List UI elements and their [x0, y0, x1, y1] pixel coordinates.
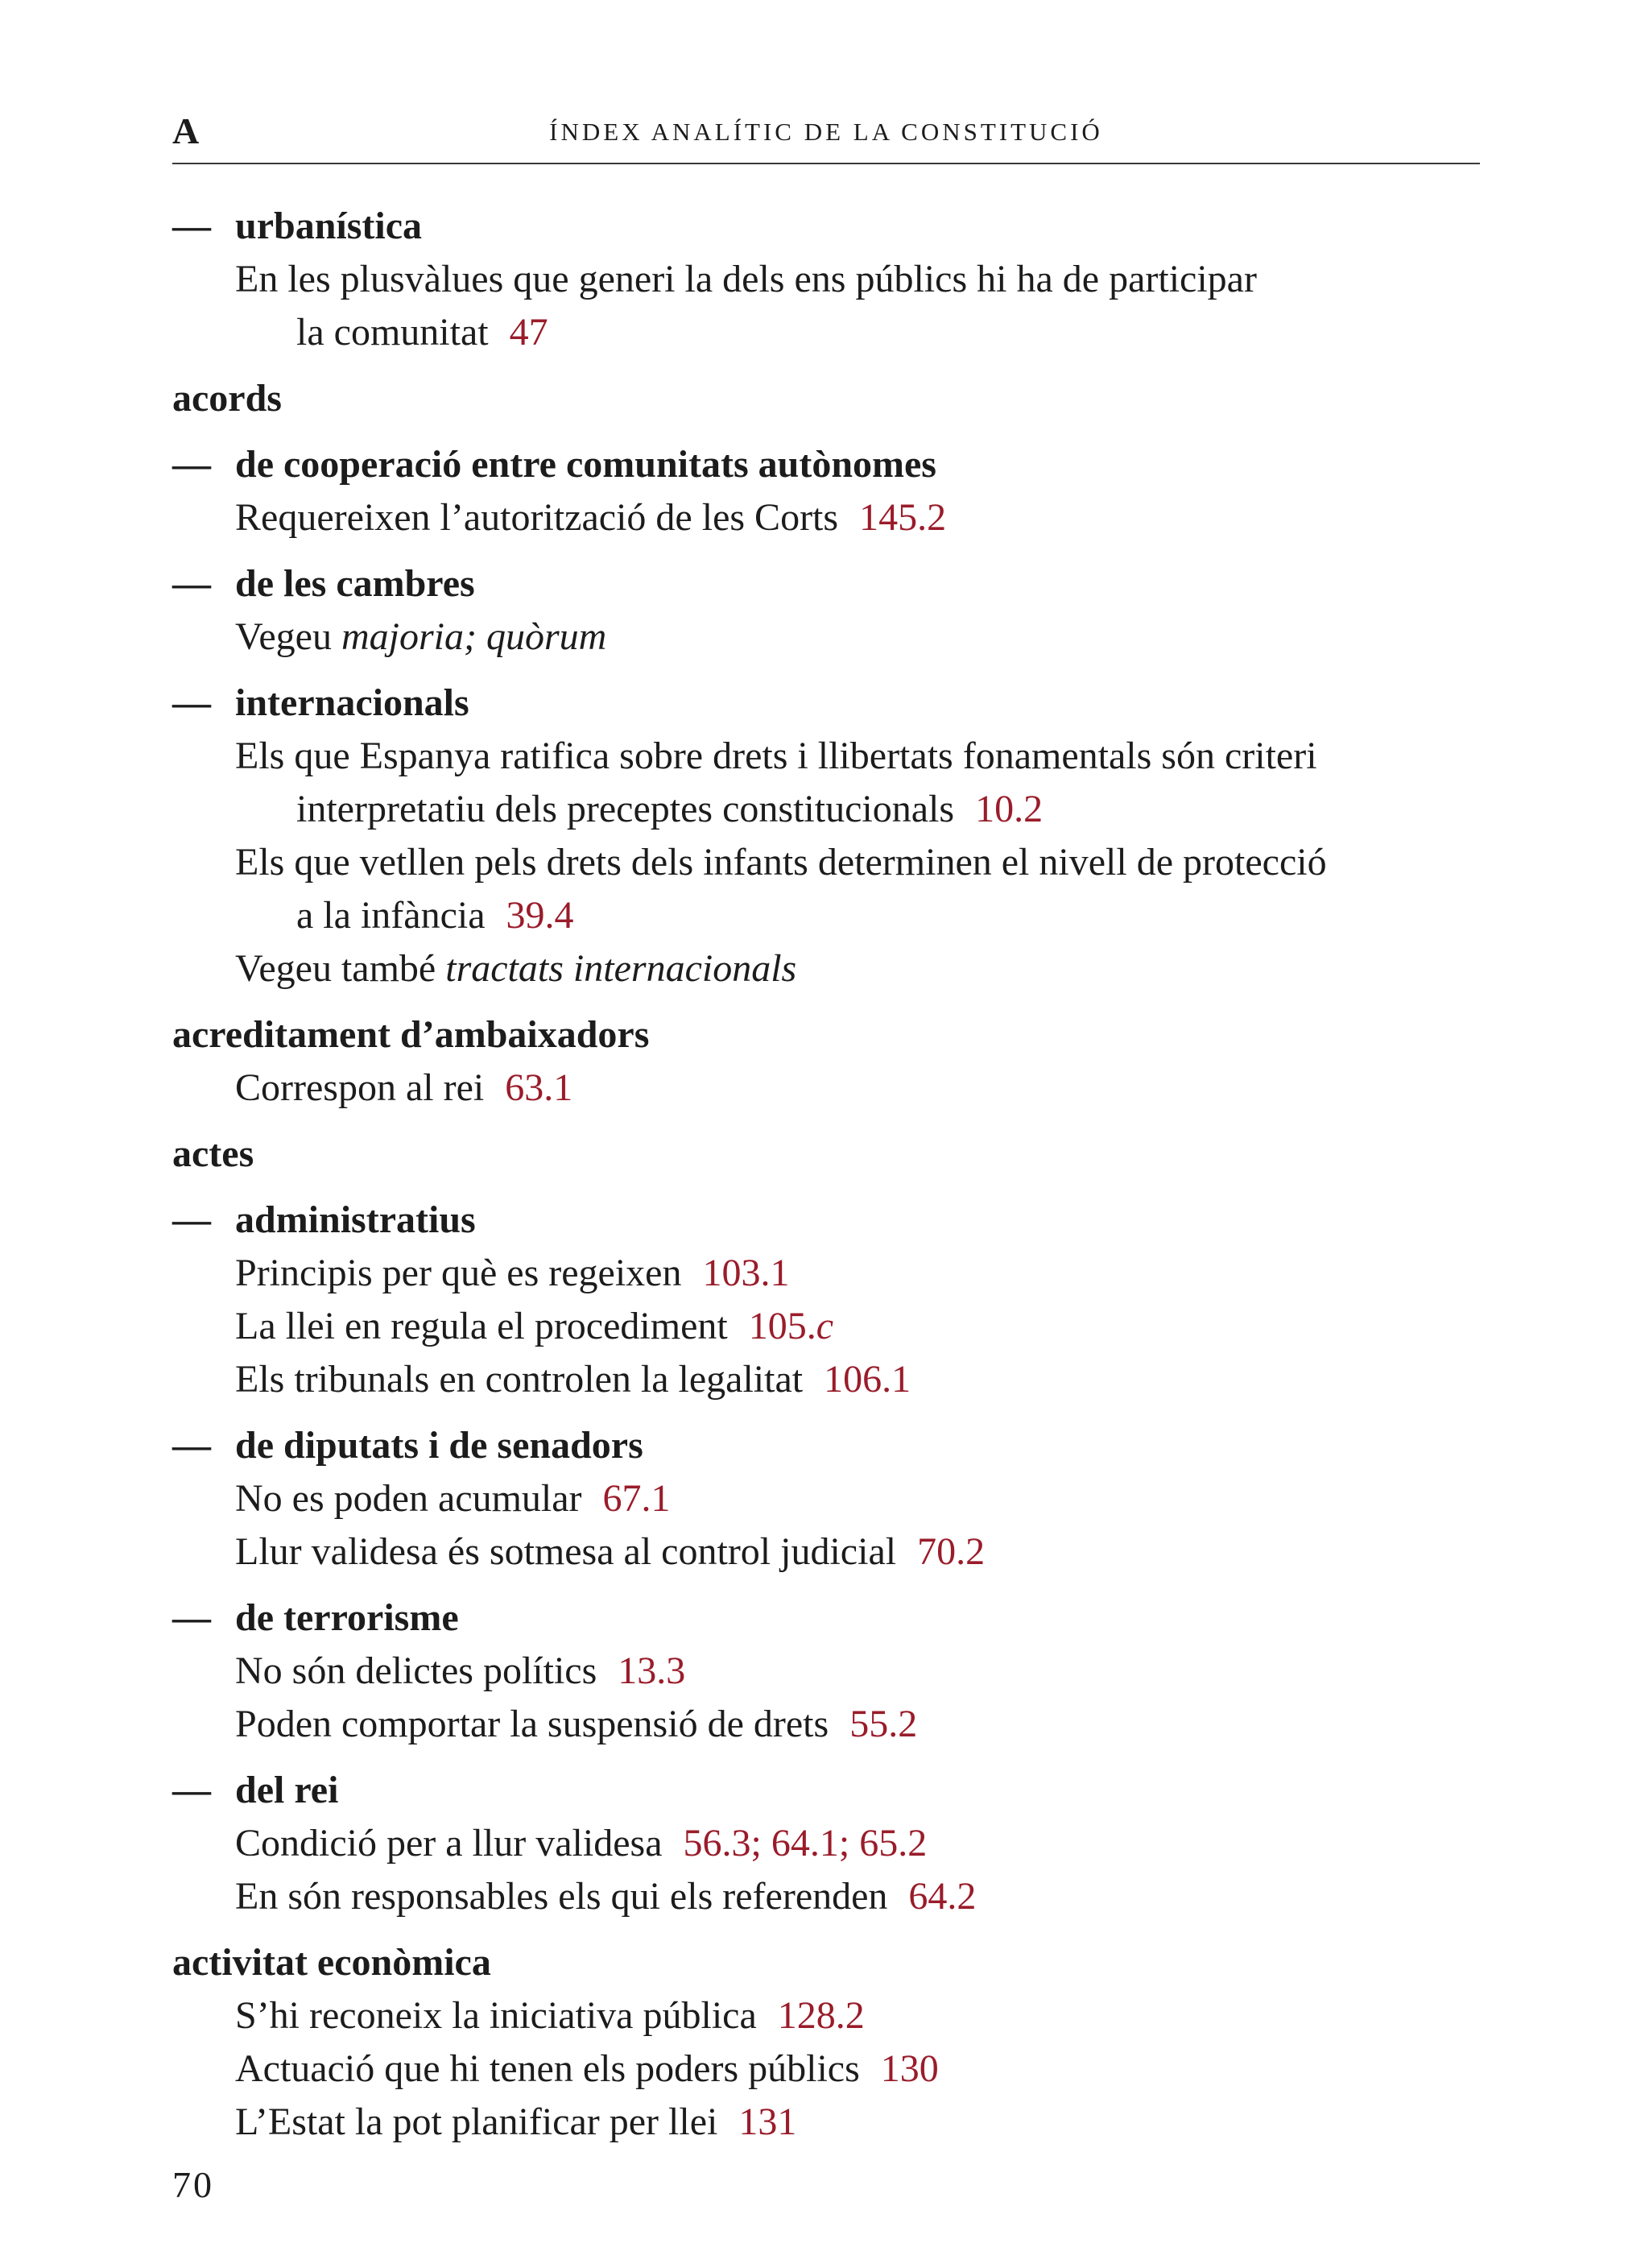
index-block [172, 372, 1480, 425]
entry-line-text: Llur validesa és sotmesa al control judicial [235, 1530, 897, 1573]
article-reference [738, 2100, 796, 2143]
em-dash: — [172, 681, 211, 724]
index-entry [172, 942, 1480, 995]
entry-line-text: Els que vetllen pels drets dels infants determinen el nivell de protecció [235, 841, 1327, 884]
entry-line-text: Els tribunals en controlen la legalitat [235, 1358, 804, 1401]
entry-line-text: S’hi reconeix la iniciativa pública [235, 1994, 757, 2037]
article-reference [684, 1822, 928, 1864]
entry-line-text: interpretatiu dels preceptes constitucionals [296, 788, 955, 830]
index-entry [172, 1645, 1480, 1698]
index-entry [172, 610, 1480, 664]
index-subterm [172, 438, 1480, 491]
article-number: 145.2 [859, 496, 947, 539]
index-block [172, 557, 1480, 664]
index-entry [172, 836, 1480, 942]
index-entry [172, 1989, 1480, 2042]
index-subterm [172, 1419, 1480, 1472]
entry-line-text: Requereixen l’autorització de les Corts [235, 496, 839, 539]
page-number: 70 [172, 2164, 214, 2205]
index-entry [172, 1525, 1480, 1579]
em-dash: — [172, 1769, 211, 1811]
index-block [172, 1128, 1480, 1181]
entry-text [235, 947, 796, 990]
cross-reference: tractats internacionals [445, 947, 797, 990]
index-block [172, 1008, 1480, 1115]
index-block [172, 1764, 1480, 1923]
entry-continuation [235, 889, 1480, 942]
index-block [172, 1419, 1480, 1579]
index-subterm [172, 200, 1480, 253]
article-reference [917, 1530, 985, 1573]
index-entry [172, 1247, 1480, 1300]
entry-text [235, 1305, 833, 1347]
article-reference [859, 496, 946, 539]
entry-text [235, 1252, 789, 1294]
article-reference [975, 788, 1043, 830]
subterm-label: de cooperació entre comunitats autònomes [235, 443, 936, 486]
article-reference [603, 1477, 671, 1520]
entry-text [235, 841, 1327, 884]
entry-text [235, 1875, 976, 1918]
index-entry [172, 1817, 1480, 1870]
subterm-label: administratius [235, 1198, 476, 1241]
index-subterm [172, 1591, 1480, 1645]
em-dash: — [172, 443, 211, 486]
article-number: 105. [748, 1305, 816, 1347]
index-entry [172, 1870, 1480, 1923]
entry-text [235, 2047, 939, 2090]
entry-line-text: a la infància [296, 894, 486, 937]
entry-text [235, 1477, 671, 1520]
article-number: 128.2 [777, 1994, 865, 2037]
index-entry [172, 1472, 1480, 1525]
article-reference [908, 1875, 976, 1918]
em-dash: — [172, 1424, 211, 1467]
entry-text [235, 1358, 911, 1401]
index-entry [172, 730, 1480, 836]
entry-line-text: Vegeu també [235, 947, 446, 990]
entry-line-text: Actuació que hi tenen els poders públics [235, 2047, 860, 2090]
subterm-label: del rei [235, 1769, 339, 1811]
entry-text [235, 496, 946, 539]
index-block [172, 1591, 1480, 1751]
article-reference [702, 1252, 789, 1294]
index-term: acreditament d’ambaixadors [172, 1013, 650, 1056]
article-reference [506, 894, 574, 937]
article-number: 47 [509, 311, 548, 354]
entry-line-text: Els que Espanya ratifica sobre drets i llibertats fonamentals són criteri [235, 735, 1317, 777]
entry-text [235, 1822, 927, 1864]
index-term: acords [172, 377, 282, 420]
index-subterm [172, 1764, 1480, 1817]
index-subterm [172, 677, 1480, 730]
running-header [172, 105, 1480, 164]
subterm-label: urbanística [235, 205, 423, 247]
subterm-label: de diputats i de senadors [235, 1424, 643, 1467]
article-number: 55.2 [849, 1703, 918, 1745]
index-block [172, 438, 1480, 544]
entry-line-text: L’Estat la pot planificar per llei [235, 2100, 718, 2143]
article-number: 67.1 [602, 1477, 671, 1520]
entry-line-text: la comunitat [296, 311, 489, 354]
em-dash: — [172, 1198, 211, 1241]
index-subterm [172, 1194, 1480, 1247]
entry-line-text: No es poden acumular [235, 1477, 582, 1520]
entry-line-text: Condició per a llur validesa [235, 1822, 663, 1864]
entry-text [235, 1994, 865, 2037]
index-entry [172, 1353, 1480, 1406]
article-reference [749, 1305, 833, 1347]
subterm-label: de terrorisme [235, 1596, 459, 1639]
index-entry [172, 1300, 1480, 1353]
entry-text [235, 1649, 685, 1692]
article-number: 39.4 [506, 894, 574, 937]
entry-line-text: Vegeu [235, 615, 341, 658]
article-number: 64.2 [908, 1875, 977, 1918]
article-number: 63.1 [505, 1066, 573, 1109]
entry-line-text: Poden comportar la suspensió de drets [235, 1703, 829, 1745]
index-entry [172, 2096, 1480, 2149]
article-reference [618, 1649, 685, 1692]
section-letter: A [172, 110, 200, 151]
article-number: 13.3 [618, 1649, 686, 1692]
index-body [172, 200, 1480, 2149]
index-term: actes [172, 1132, 254, 1175]
index-entry [172, 491, 1480, 544]
article-number: 103.1 [702, 1252, 790, 1294]
index-block [172, 1936, 1480, 2149]
entry-line-text: Principis per què es regeixen [235, 1252, 682, 1294]
index-block [172, 1194, 1480, 1406]
entry-text [235, 1703, 917, 1745]
index-entry [172, 253, 1480, 359]
article-letter: c [816, 1305, 834, 1347]
index-term: activitat econòmica [172, 1941, 491, 1984]
entry-text [235, 735, 1317, 777]
entry-line-text: La llei en regula el procediment [235, 1305, 728, 1347]
running-title: ÍNDEX ANALÍTIC DE LA CONSTITUCIÓ [549, 118, 1103, 146]
article-number: 130 [880, 2047, 939, 2090]
index-entry [172, 1698, 1480, 1751]
article-reference [510, 311, 548, 354]
article-number: 10.2 [975, 788, 1044, 830]
em-dash: — [172, 562, 211, 605]
article-reference [881, 2047, 939, 2090]
index-entry [172, 1062, 1480, 1115]
cross-reference: majoria; quòrum [341, 615, 607, 658]
index-entry [172, 2042, 1480, 2096]
entry-line-text: En són responsables els qui els referenden [235, 1875, 888, 1918]
entry-line-text: En les plusvàlues que generi la dels ens públics hi ha de participar [235, 258, 1257, 300]
article-reference [505, 1066, 572, 1109]
entry-text [235, 2100, 796, 2143]
em-dash: — [172, 205, 211, 247]
index-subterm [172, 557, 1480, 610]
entry-continuation [235, 783, 1480, 836]
entry-text [235, 615, 606, 658]
entry-line-text: Correspon al rei [235, 1066, 485, 1109]
index-block [172, 200, 1480, 359]
article-reference [849, 1703, 917, 1745]
article-reference [778, 1994, 865, 2037]
article-number: 131 [738, 2100, 797, 2143]
entry-line-text: No són delictes polítics [235, 1649, 597, 1692]
em-dash: — [172, 1596, 211, 1639]
article-number: 70.2 [917, 1530, 986, 1573]
entry-text [235, 1066, 572, 1109]
article-number: 56.3; 64.1; 65.2 [683, 1822, 928, 1864]
entry-text [235, 258, 1257, 300]
article-number: 106.1 [824, 1358, 911, 1401]
article-reference [824, 1358, 911, 1401]
entry-text [235, 1530, 985, 1573]
entry-continuation [235, 306, 1480, 359]
subterm-label: de les cambres [235, 562, 475, 605]
index-block [172, 677, 1480, 995]
subterm-label: internacionals [235, 681, 469, 724]
